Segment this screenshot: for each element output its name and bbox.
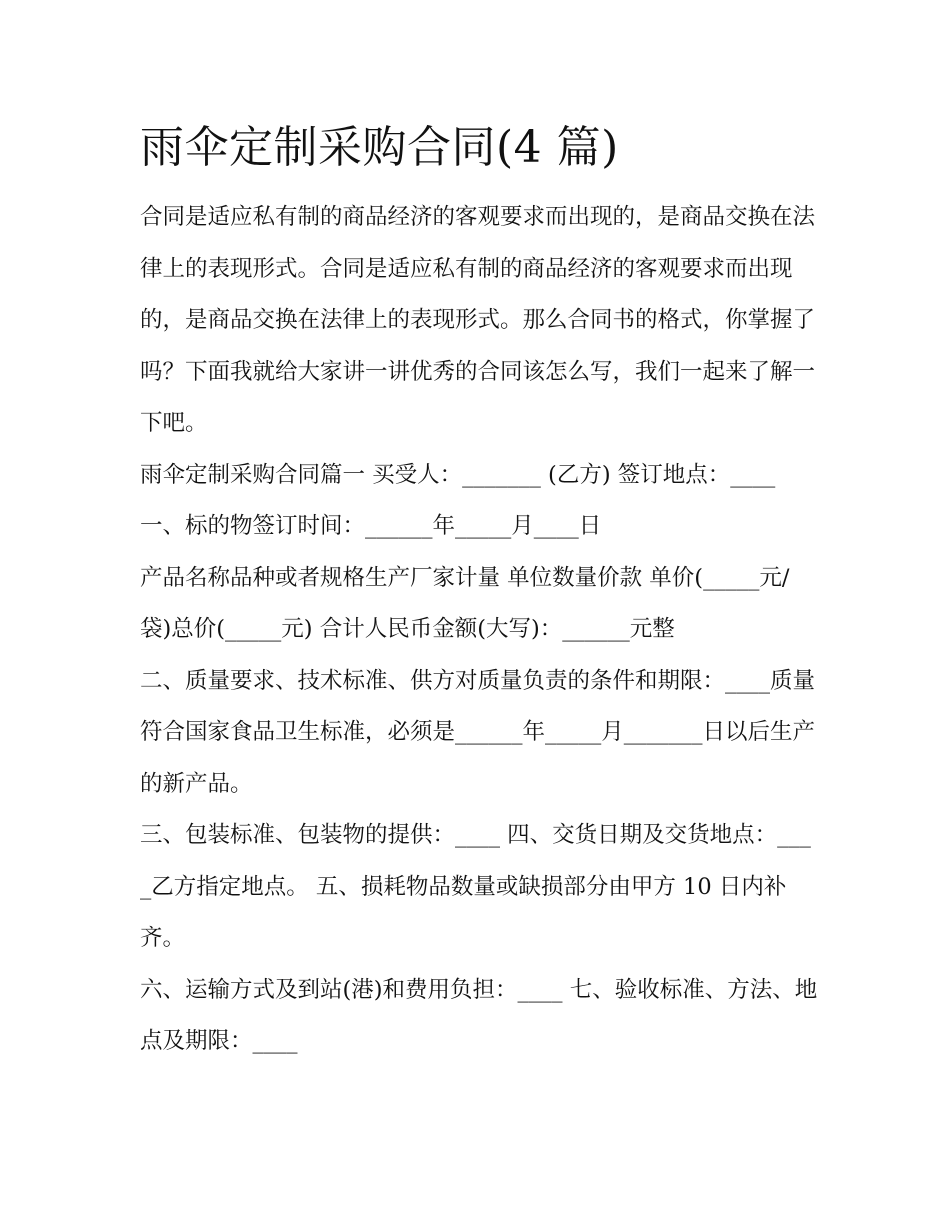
contract-header-paragraph: 雨伞定制采购合同篇一 买受人：_______ (乙方) 签订地点：____ 一、标的物签订时间：______年_____月____日	[140, 461, 776, 539]
document-page	[140, 112, 820, 1068]
product-details-paragraph: 产品名称品种或者规格生产厂家计量 单位数量价款 单价(_____元/袋)总价(_____元) 合计人民币金额(大写)：______元整	[140, 564, 790, 642]
transport-acceptance-paragraph: 六、运输方式及到站(港)和费用负担：____ 七、验收标准、方法、地点及期限：____	[140, 976, 818, 1054]
packaging-delivery-paragraph: 三、包装标准、包装物的提供：____ 四、交货日期及交货地点：____乙方指定地点。 五、损耗物品数量或缺损部分由甲方 10 日内补齐。	[140, 822, 811, 951]
intro-paragraph: 合同是适应私有制的商品经济的客观要求而出现的，是商品交换在法律上的表现形式。合同是适应私有制的商品经济的客观要求而出现的，是商品交换在法律上的表现形式。那么合同书的格式，你掌握了吗？下面我就给大家讲一讲优秀的合同该怎么写，我们一起来了解一下吧。	[140, 204, 816, 436]
quality-requirements-paragraph: 二、质量要求、技术标准、供方对质量负责的条件和期限：____质量符合国家食品卫生标准，必须是______年_____月_______日以后生产的新产品。	[140, 667, 816, 797]
document-title: 雨伞定制采购合同(4 篇)	[140, 122, 619, 173]
